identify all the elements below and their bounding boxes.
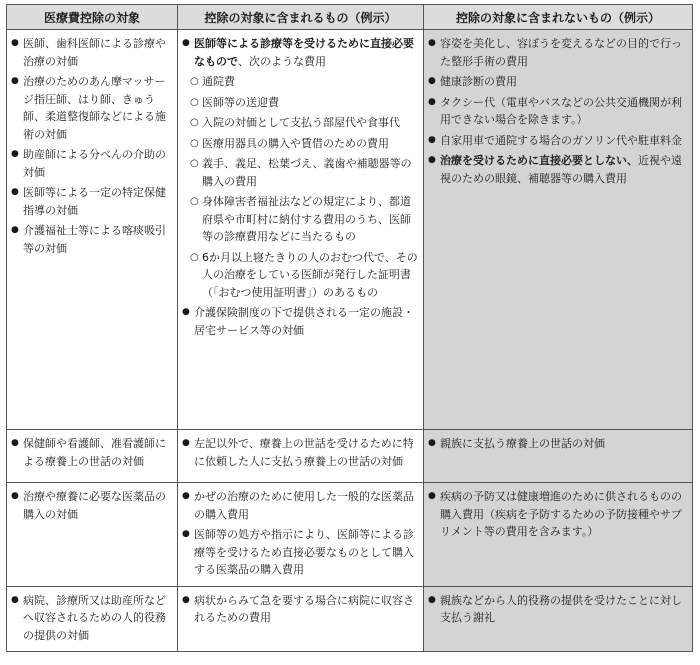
list-item: ● 疾病の予防又は健康増進のために供されるものの購入費用（疾病を予防するための予防接種やサプリメント等の費用を含みます。）	[428, 488, 687, 541]
target-cell	[7, 586, 178, 652]
header-row	[7, 5, 693, 30]
list-item: ● 親族などから人的役務の提供を受けたことに対し支払う謝礼	[428, 592, 687, 627]
included-cell	[178, 586, 424, 652]
target-cell	[7, 430, 178, 483]
excluded-cell	[424, 430, 693, 483]
list-item: ● 左記以外で、療養上の世話を受けるために特に依頼した人に支払う療養上の世話の対価	[182, 435, 418, 470]
included-cell	[178, 30, 424, 430]
table-row	[7, 483, 693, 587]
deduction-table-wrapper	[6, 4, 692, 652]
lead-bold-text: 医師等による診療等を受けるために直接必要なもので	[194, 37, 414, 68]
header-target: 医療費控除の対象	[7, 5, 178, 30]
sub-list-item: ○ 6か月以上寝たきりの人のおむつ代で、その人の治療をしている医師が発行した証明書（「おむつ使用証明書」）のあるもの	[190, 249, 418, 302]
list-item: ● 治療や療養に必要な医薬品の購入の対価	[11, 488, 172, 523]
list-item	[182, 35, 418, 70]
table-row	[7, 30, 693, 430]
list-item: ● 介護福祉士等による喀痰吸引等の対価	[11, 222, 172, 257]
list-item: ● 自家用車で通院する場合のガソリン代や駐車料金	[428, 132, 687, 150]
included-cell	[178, 483, 424, 587]
list-item: ● タクシー代（電車やバスなどの公共交通機関が利用できない場合を除きます。）	[428, 94, 687, 129]
header-excluded: 控除の対象に含まれないもの（例示）	[424, 5, 693, 30]
sub-list-item: ○ 医療用器具の購入や賃借のための費用	[190, 135, 418, 153]
table-row	[7, 430, 693, 483]
sub-list-item: ○ 通院費	[190, 73, 418, 91]
sub-list-item: ○ 入院の対価として支払う部屋代や食事代	[190, 114, 418, 132]
list-item: ● 病院、診療所又は助産所などへ収容されるための人的役務の提供の対価	[11, 592, 172, 645]
excluded-cell	[424, 483, 693, 587]
lead-bold-text: 治療を受けるために直接必要としない、	[440, 154, 638, 167]
sub-list-item: ○ 義手、義足、松葉づえ、義歯や補聴器等の購入の費用	[190, 155, 418, 190]
table-row	[7, 586, 693, 652]
list-item: ● 容姿を美化し、容ぼうを変えるなどの目的で行った整形手術の費用	[428, 35, 687, 70]
sub-list-item: ○ 医師等の送迎費	[190, 94, 418, 112]
header-included: 控除の対象に含まれるもの（例示）	[178, 5, 424, 30]
medical-deduction-table	[6, 4, 693, 652]
list-item: ● 保健師や看護師、准看護師による療養上の世話の対価	[11, 435, 172, 470]
list-item: ● 治療のためのあん摩マッサージ指圧師、はり師、きゅう師、柔道整復師などによる施術の対価	[11, 73, 172, 143]
included-cell	[178, 430, 424, 483]
list-item: ● 医師等の処方や指示により、医師等による診療等を受けるため直接必要なものとして購入する医薬品の購入費用	[182, 526, 418, 579]
list-item: ● 病状からみて急を要する場合に病院に収容されるための費用	[182, 592, 418, 627]
excluded-cell	[424, 586, 693, 652]
list-item: ● 医師等による一定の特定保健指導の対価	[11, 184, 172, 219]
list-item: ● 医師、歯科医師による診療や治療の対価	[11, 35, 172, 70]
list-item: ● 介護保険制度の下で提供される一定の施設・居宅サービス等の対価	[182, 304, 418, 339]
lead-text: 、次のような費用	[238, 54, 326, 68]
target-cell	[7, 30, 178, 430]
list-item: ● かぜの治療のために使用した一般的な医薬品の購入費用	[182, 488, 418, 523]
excluded-cell	[424, 30, 693, 430]
target-cell	[7, 483, 178, 587]
list-item: ● 健康診断の費用	[428, 73, 687, 91]
list-item: ● 親族に支払う療養上の世話の対価	[428, 435, 687, 453]
list-item: ● 助産師による分べんの介助の対価	[11, 146, 172, 181]
sub-list-item: ○ 身体障害者福祉法などの規定により、都道府県や市町村に納付する費用のうち、医師等の診療費用などに当たるもの	[190, 193, 418, 246]
list-item	[428, 152, 687, 187]
lead-text: 近視や遠視のための眼鏡、補聴器等の購入費用	[440, 154, 682, 185]
